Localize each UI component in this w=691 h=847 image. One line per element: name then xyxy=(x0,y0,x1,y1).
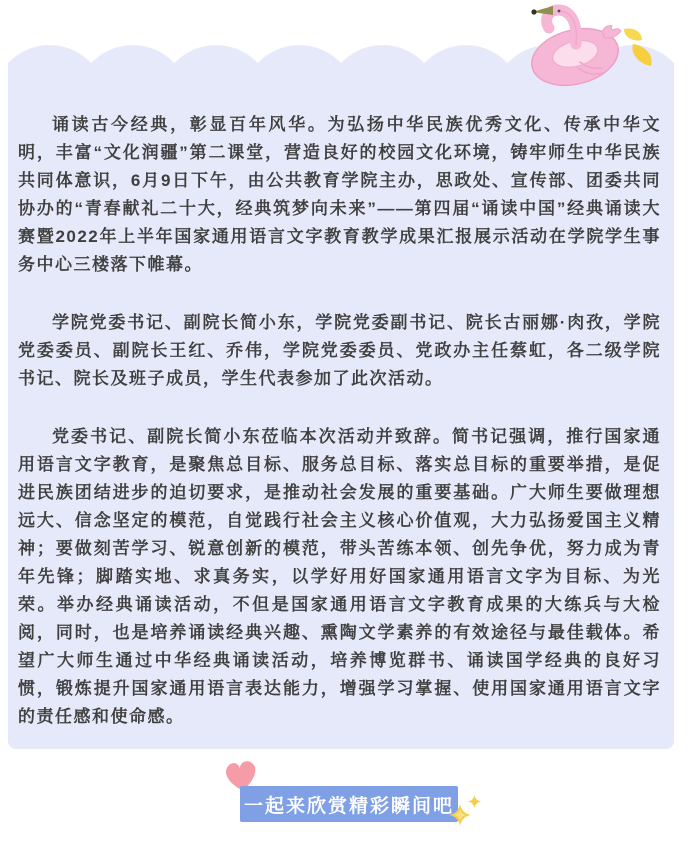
paragraph-attendees: 学院党委书记、副院长简小东，学院党委副书记、院长古丽娜·肉孜，学院党委委员、副院长王红、乔伟，学院党委委员、党政办主任蔡虹，各二级学院书记、院长及班子成员，学生代表参加了此次活动。 xyxy=(18,313,661,388)
paragraph-speech: 党委书记、副院长简小东莅临本次活动并致辞。简书记强调，推行国家通用语言文字教育，是聚焦总目标、服务总目标、落实总目标的重要举措，是促进民族团结进步的迫切要求，是推动社会发展的重要基础。广大师生要做理想远大、信念坚定的模范，自觉践行社会主义核心价值观，大力弘扬爱国主义精神；要做刻苦学习、锐意创新的模范，带头苦练本领、创先争优，努力成为青年先锋；脚踏实地、求真务实，以学好用好国家通用语言文字为目标、为光荣。举办经典诵读活动，不但是国家通用语言文字教育成果的大练兵与大检阅，同时，也是培养诵读经典兴趣、熏陶文学素养的有效途径与最佳载体。希望广大师生通过中华经典诵读活动，培养博览群书、诵读国学经典的良好习惯，锻炼提升国家通用语言表达能力，增强学习掌握、使用国家通用语言文字的责任感和使命感。 xyxy=(18,427,661,726)
sparkle-icon xyxy=(468,795,481,808)
water-drops-icon xyxy=(624,29,652,66)
view-moments-button[interactable]: 一起来欣赏精彩瞬间吧 xyxy=(240,786,458,822)
footer-cta xyxy=(0,752,691,832)
card-body xyxy=(8,63,674,749)
flamingo-float-icon xyxy=(520,2,660,94)
paragraph-event-intro: 诵读古今经典，彰显百年风华。为弘扬中华民族优秀文化、传承中华文明，丰富“文化润疆”第二课堂，营造良好的校园文化环境，铸牢师生中华民族共同体意识，6月9日下午，由公共教育学院主办，思政处、宣传部、团委共同协办的“青春献礼二十大，经典筑梦向未来”——第四届“诵读中国”经典诵读大赛暨2022年上半年国家通用语言文字教育教学成果汇报展示活动在学院学生事务中心三楼落下帷幕。 xyxy=(18,115,661,274)
content-card xyxy=(8,45,674,749)
